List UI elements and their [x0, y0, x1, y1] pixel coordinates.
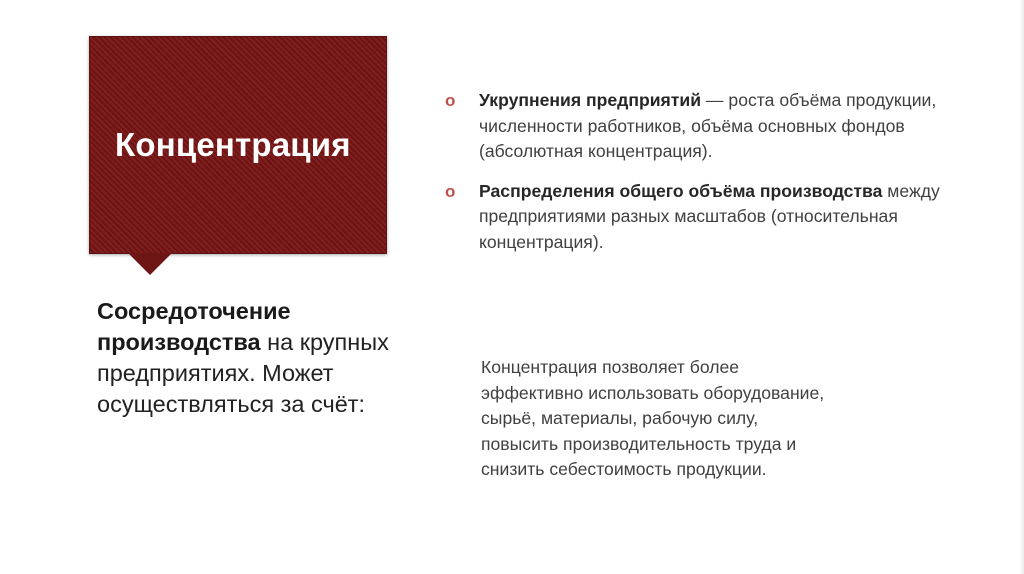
note-line: эффективно использовать оборудование,	[481, 382, 825, 403]
slide-title: Концентрация	[115, 126, 351, 163]
bullet-circle-icon: o	[445, 91, 456, 110]
definition-rest: на крупных предприятиях. Может осуществляться за счёт:	[97, 329, 389, 417]
definition-bold: Сосредоточение производства	[97, 298, 291, 355]
note-line: повысить производительность труда и	[481, 433, 797, 454]
bullet-bold: Распределения общего объёма производства	[479, 180, 883, 201]
definition-text	[97, 296, 397, 420]
bullet-circle-icon: o	[445, 181, 456, 201]
bullet-item	[445, 179, 965, 256]
title-callout-box	[89, 36, 387, 254]
note-line: Концентрация позволяет более	[481, 357, 740, 377]
bullet-text: — роста объёма продукции, численности работников, объёма основных фондов (абсолютная концентрация).	[479, 90, 937, 161]
bullet-text: между предприятиями разных масштабов (относительная концентрация).	[479, 180, 940, 252]
note-line: снизить себестоимость продукции.	[481, 459, 767, 479]
note-paragraph	[481, 355, 961, 483]
slide-edge-shadow	[1019, 0, 1024, 574]
note-line: сырьё, материалы, рабочую силу,	[481, 408, 759, 428]
callout-pointer	[128, 253, 172, 275]
bullet-bold: Укрупнения предприятий	[479, 90, 702, 110]
bullet-item	[445, 88, 965, 165]
bullet-list	[445, 88, 965, 255]
